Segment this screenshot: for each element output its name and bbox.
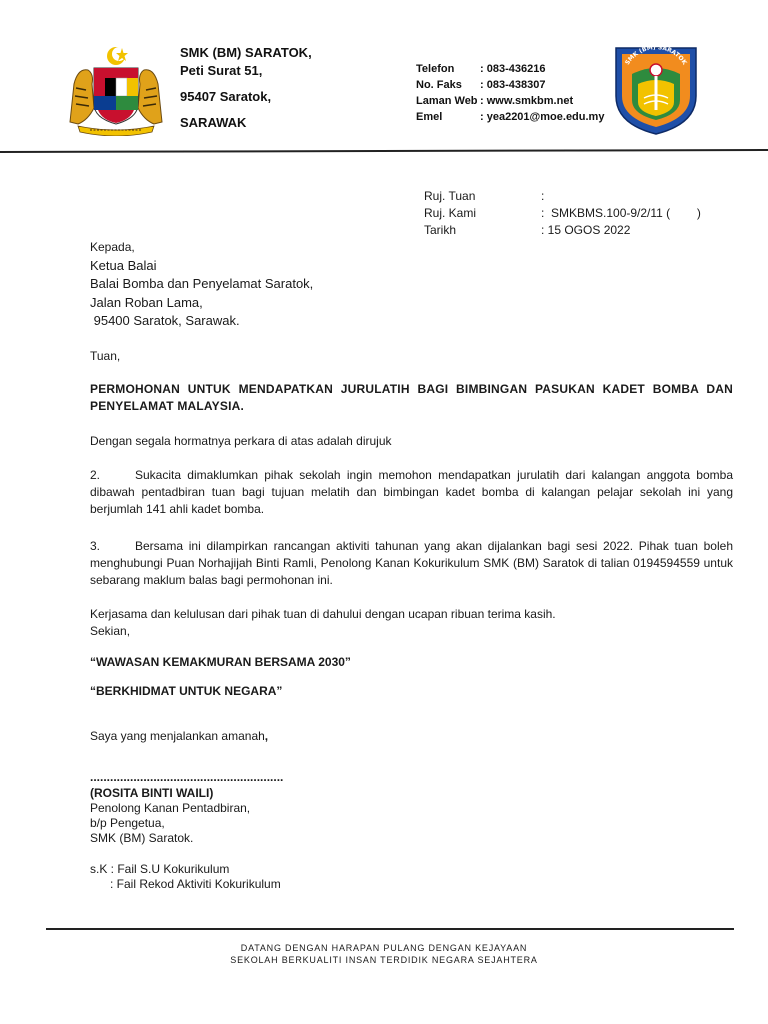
contact-value: : 083-438307 <box>480 79 546 91</box>
footer-line: SEKOLAH BERKUALITI INSAN TERDIDIK NEGARA SEJAHTERA <box>230 955 538 965</box>
signatory-position: Penolong Kanan Pentadbiran, <box>90 801 251 815</box>
contact-value: : www.smkbm.net <box>480 95 574 107</box>
motto-wawasan: “WAWASAN KEMAKMURAN BERSAMA 2030” <box>90 655 351 669</box>
contact-details <box>416 61 604 125</box>
copy-to-line: : Fail Rekod Aktiviti Kokurikulum <box>90 877 281 891</box>
reference-row <box>424 205 701 222</box>
paragraph-text: Sukacita dimaklumkan pihak sekolah ingin memohon mendapatkan jurulatih dari kalangan anggota bomba dibawah pentadbiran tuan bagi tujuan melatih dan bimbingan kadet bomba di kalangan pelajar sekolah ini yang berjumlah 141 ahli kadet bomba. <box>90 468 733 516</box>
contact-label: Laman Web <box>416 95 478 107</box>
reference-block <box>424 188 701 239</box>
contact-value: : yea2201@moe.edu.my <box>480 111 605 123</box>
footer-motto <box>0 942 768 966</box>
contact-label: Emel <box>416 111 443 123</box>
school-address <box>180 44 312 132</box>
recipient-line: Jalan Roban Lama, <box>90 294 203 310</box>
contact-label: No. Faks <box>416 79 462 91</box>
school-logo <box>612 40 700 136</box>
address-line: Peti Surat 51, <box>180 63 263 78</box>
closing-line: Kerjasama dan kelulusan dari pihak tuan di dahului dengan ucapan ribuan terima kasih. <box>90 607 556 621</box>
contact-row <box>416 77 604 93</box>
reference-label: Ruj. Tuan <box>424 189 476 203</box>
signatory-name: (ROSITA BINTI WAILI) <box>90 786 214 800</box>
copy-to-line: s.K : Fail S.U Kokurikulum <box>90 862 230 876</box>
contact-label: Telefon <box>416 63 455 75</box>
reference-value: : SMKBMS.100-9/2/11 ( ) <box>541 206 701 220</box>
contact-row <box>416 109 604 125</box>
trust-comma: , <box>264 729 269 743</box>
address-line: SARAWAK <box>180 115 247 130</box>
signature-block <box>90 786 250 846</box>
footer-line: DATANG DENGAN HARAPAN PULANG DENGAN KEJAYAAN <box>240 943 528 953</box>
reference-row <box>424 188 701 205</box>
signatory-school: SMK (BM) Saratok. <box>90 831 194 845</box>
salutation: Tuan, <box>90 349 121 363</box>
reference-label: Tarikh <box>424 223 457 237</box>
closing-line: Sekian, <box>90 624 131 638</box>
recipient-kepada: Kepada, <box>90 240 135 254</box>
reference-value: : 15 OGOS 2022 <box>541 223 631 237</box>
recipient-address <box>90 238 313 331</box>
footer-divider <box>46 928 734 930</box>
reference-value: : <box>541 189 545 203</box>
coat-of-arms-logo <box>64 44 168 136</box>
paragraph-2 <box>90 467 733 518</box>
paragraph-3 <box>90 538 733 589</box>
paragraph-number: 2. <box>90 468 101 482</box>
trust-line <box>90 728 733 745</box>
trust-text: Saya yang menjalankan amanah <box>90 729 265 743</box>
copy-to-list <box>90 862 281 892</box>
closing-remark <box>90 606 733 640</box>
paragraph-number: 3. <box>90 539 101 553</box>
contact-value: : 083-436216 <box>480 63 546 75</box>
recipient-line: 95400 Saratok, Sarawak. <box>90 313 240 329</box>
paragraph-text: Bersama ini dilampirkan rancangan aktiviti tahunan yang akan dijalankan bagi sesi 2022. Pihak tuan boleh menghubungi Puan Norhajijah Binti Ramli, Penolong Kanan Kokurikulum SMK (BM) Saratok di talian 0194594559 untuk sebarang maklum balas bagi permohonan ini. <box>90 539 733 587</box>
contact-row <box>416 61 604 77</box>
school-logo-text: SMK (BM) SARATOK <box>624 44 688 67</box>
motto-berkhidmat: “BERKHIDMAT UNTUK NEGARA” <box>90 684 283 698</box>
recipient-line: Ketua Balai <box>90 257 157 273</box>
paragraph-1: Dengan segala hormatnya perkara di atas adalah dirujuk <box>90 434 392 448</box>
letter-subject: PERMOHONAN UNTUK MENDAPATKAN JURULATIH BAGI BIMBINGAN PASUKAN KADET BOMBA DAN PENYELAMAT MALAYSIA. <box>90 382 733 413</box>
signatory-behalf: b/p Pengetua, <box>90 816 165 830</box>
recipient-line: Balai Bomba dan Penyelamat Saratok, <box>90 276 314 292</box>
reference-row <box>424 222 701 239</box>
signature-line: .......................................................... <box>90 770 284 784</box>
address-line: 95407 Saratok, <box>180 89 272 104</box>
reference-label: Ruj. Kami <box>424 206 477 220</box>
header-divider <box>0 149 768 153</box>
contact-row <box>416 93 604 109</box>
school-name: SMK (BM) SARATOK, <box>180 45 312 60</box>
